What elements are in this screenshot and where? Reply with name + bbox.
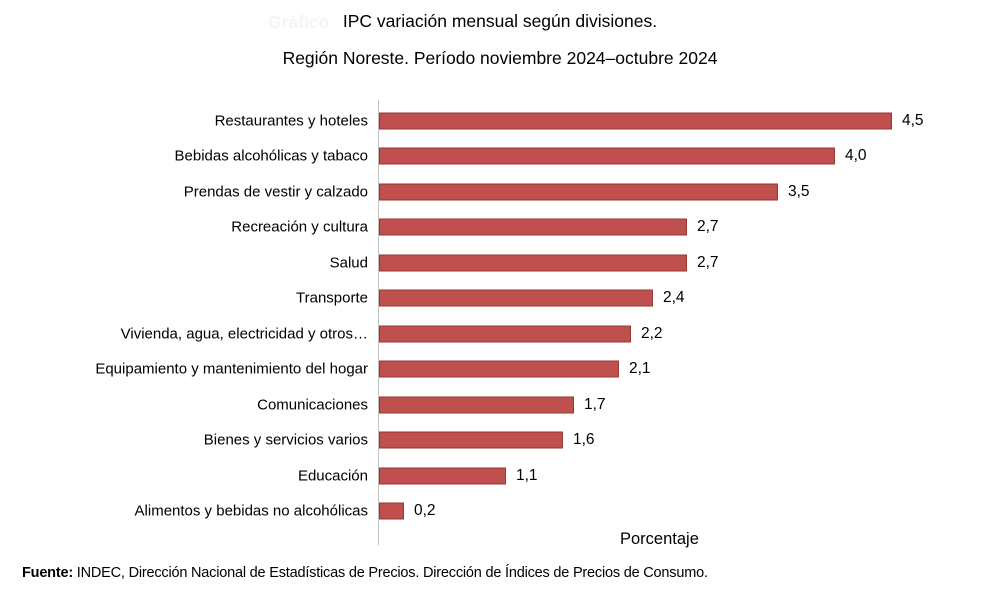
value-label: 1,7 — [584, 395, 606, 413]
value-label: 0,2 — [414, 502, 436, 519]
value-label: 2,4 — [663, 289, 685, 306]
value-label: 1,1 — [516, 466, 538, 484]
category-label: Vivienda, agua, electricidad y otros… — [120, 325, 368, 342]
category-label: Alimentos y bebidas no alcohólicas — [134, 502, 368, 520]
value-label: 4,5 — [902, 111, 924, 129]
category-label: Restaurantes y hoteles — [214, 112, 368, 129]
category-label: Recreación y cultura — [231, 218, 368, 236]
bar — [379, 432, 563, 449]
bar — [379, 325, 631, 342]
category-label: Educación — [297, 467, 368, 484]
bar — [379, 467, 506, 484]
category-label: Bebidas alcohólicas y tabaco — [174, 147, 368, 165]
chart-title-line1: IPC variación mensual según divisiones. — [342, 11, 658, 31]
footer-source-label: Fuente: — [22, 565, 73, 581]
category-label: Transporte — [296, 289, 368, 307]
value-label: 3,5 — [788, 182, 810, 200]
bar — [379, 396, 574, 413]
value-label: 2,7 — [697, 218, 719, 235]
footer-source-text: INDEC, Dirección Nacional de Estadísticas de Precios. Dirección de Índices de Precios de Consumo. — [72, 565, 708, 581]
footer-source — [22, 565, 708, 581]
category-label: Salud — [329, 254, 368, 271]
bar — [379, 254, 687, 271]
bar — [379, 183, 778, 200]
value-label: 4,0 — [845, 147, 867, 164]
chart-title-line2: Región Noreste. Período noviembre 2024–octubre 2024 — [282, 48, 718, 68]
bar — [379, 503, 404, 520]
bar — [379, 290, 653, 307]
category-label: Prendas de vestir y calzado — [183, 183, 368, 200]
category-label: Bienes y servicios varios — [203, 431, 368, 449]
value-label: 1,6 — [573, 431, 595, 448]
bar — [379, 112, 892, 129]
x-axis-label: Porcentaje — [620, 530, 699, 548]
value-label: 2,7 — [697, 253, 719, 271]
value-label: 2,2 — [641, 324, 663, 342]
watermark-text: Gráfico — [268, 12, 330, 32]
bar — [379, 361, 619, 378]
value-label: 2,1 — [629, 360, 651, 377]
category-label: Equipamiento y mantenimiento del hogar — [95, 360, 368, 378]
bar — [379, 219, 687, 236]
category-label: Comunicaciones — [257, 396, 368, 413]
bar — [379, 148, 835, 165]
